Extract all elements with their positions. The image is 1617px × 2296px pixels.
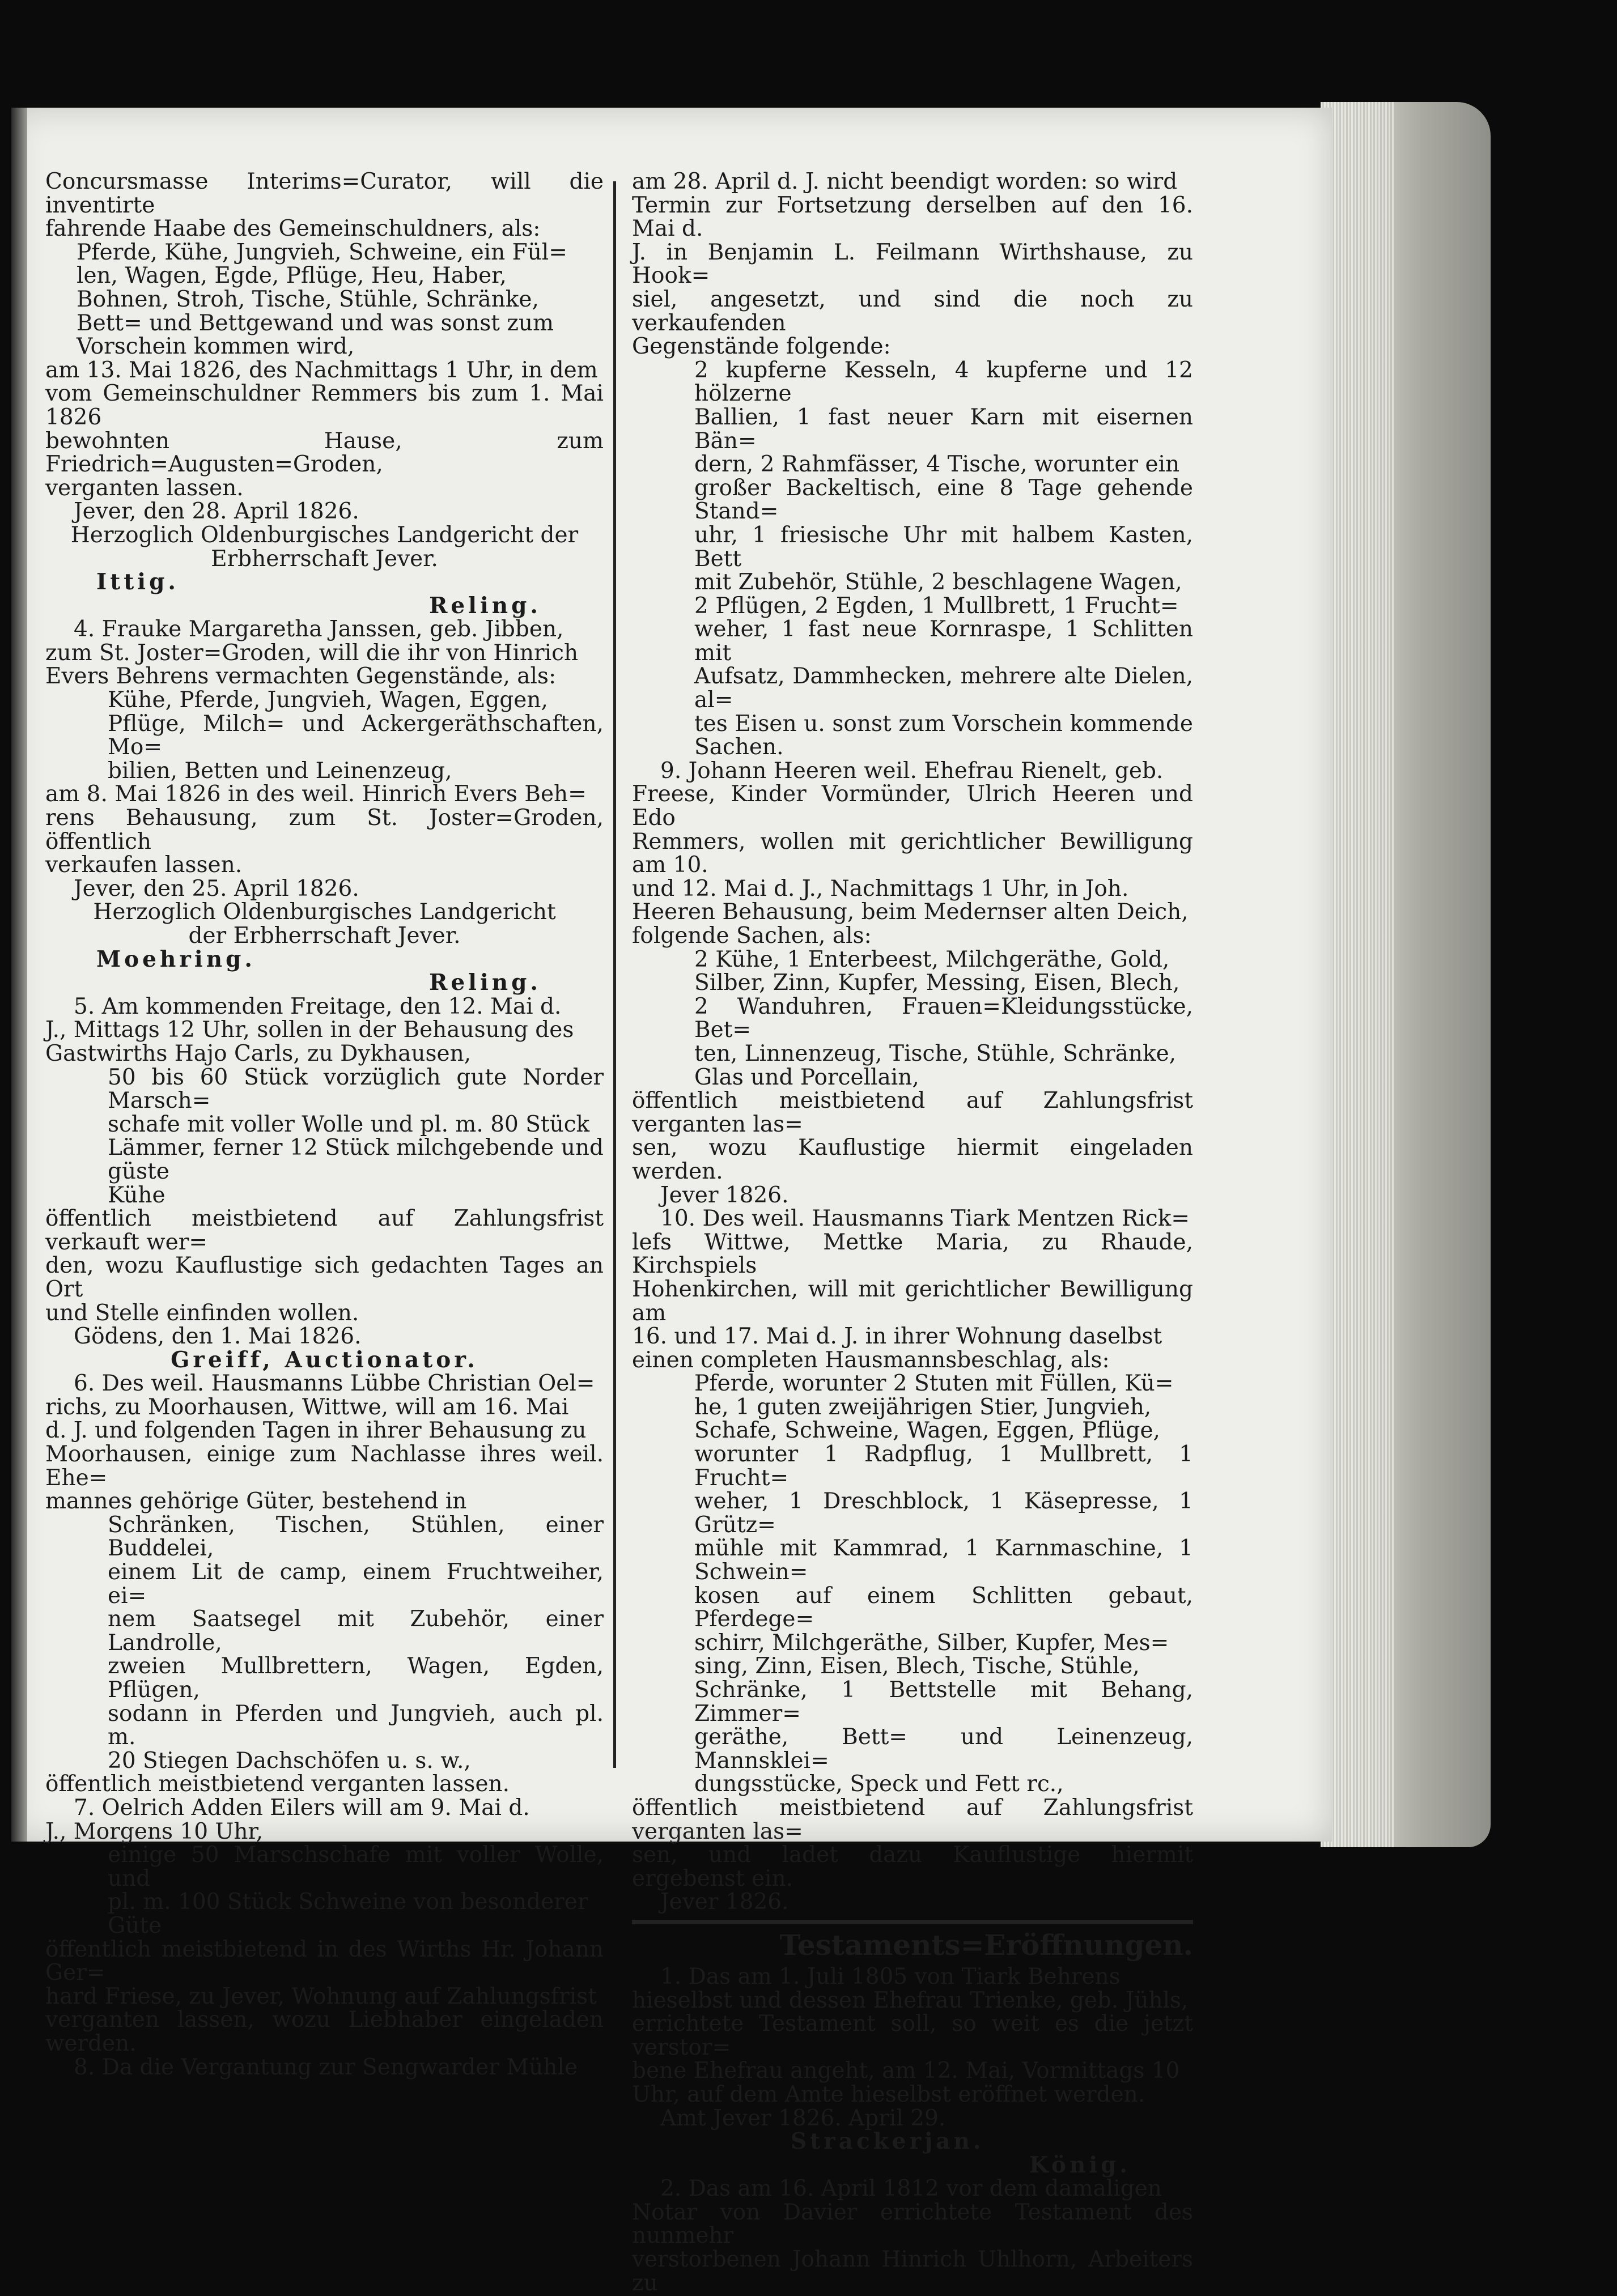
text-line: Bett= und Bettgewand und was sonst zum (77, 310, 554, 336)
text-line: einige 50 Marschschafe mit voller Wolle, und (108, 1842, 604, 1891)
text-line: Hohenkirchen, will mit gerichtlicher Bewilligung am (632, 1276, 1193, 1326)
text-line: he, 1 guten zweijährigen Stier, Jungvieh, (694, 1394, 1152, 1420)
notice-start: 6. Des weil. Hausmanns Lübbe Christian Oel= (74, 1371, 595, 1397)
text-line: Kühe (108, 1182, 165, 1208)
text-line: am 8. Mai 1826 in des weil. Hinrich Evers Beh= (45, 781, 587, 807)
text-line: weher, 1 Dreschblock, 1 Käsepresse, 1 Grütz= (694, 1489, 1193, 1538)
text-line: Remmers, wollen mit gerichtlicher Bewilligung am 10. (632, 828, 1193, 878)
dateline: Jever, den 28. April 1826. (74, 499, 359, 525)
text-line: weher, 1 fast neue Kornraspe, 1 Schlitten mit (694, 616, 1193, 666)
text-line: einen completen Hausmannsbeschlag, als: (632, 1347, 1110, 1373)
text-line: hieselbst und dessen Ehefrau Trienke, geb. Jühls, (632, 1987, 1189, 2013)
text-line: Kühe, Pferde, Jungvieh, Wagen, Eggen, (108, 687, 548, 713)
text-line: Uhr, auf dem Amte hieselbst eröffnet werden. (632, 2081, 1145, 2107)
text-line: und Stelle einfinden wollen. (45, 1300, 359, 1326)
text-line: öffentlich meistbietend auf Zahlungsfrist verkauft wer= (45, 1206, 604, 1255)
text-line: Schränke, 1 Bettstelle mit Behang, Zimmer= (694, 1677, 1193, 1727)
text-line: fahrende Haabe des Gemeinschuldners, als: (45, 216, 541, 242)
text-line: sen, und ladet dazu Kauflustige hiermit ergebenst ein. (632, 1842, 1193, 1891)
court-name: Herzoglich Oldenburgisches Landgericht (93, 899, 556, 925)
text-line: am 28. April d. J. nicht beendigt worden: so wird (632, 169, 1178, 194)
text-line: öffentlich meistbietend auf Zahlungsfrist verganten las= (632, 1088, 1193, 1137)
text-line: schirr, Milchgeräthe, Silber, Kupfer, Mes= (694, 1630, 1169, 1656)
notice-start: 5. Am kommenden Freitage, den 12. Mai d. (74, 993, 562, 1019)
dateline: Gödens, den 1. Mai 1826. (74, 1324, 362, 1350)
dateline: Jever, den 25. April 1826. (74, 875, 359, 902)
text-line: vom Gemeinschuldner Remmers bis zum 1. Mai 1826 (45, 381, 604, 430)
text-line: öffentlich meistbietend verganten lassen. (45, 1771, 510, 1797)
text-line: hard Friese, zu Jever, Wohnung auf Zahlungsfrist (45, 1983, 597, 2009)
text-line: J., Mittags 12 Uhr, sollen in der Behausung des (45, 1017, 574, 1043)
signature: Greiff, Auctionator. (171, 1346, 478, 1373)
text-line: Heeren Behausung, beim Medernser alten Deich, (632, 899, 1189, 925)
text-line: einem Lit de camp, einem Fruchtweiher, ei= (108, 1559, 604, 1609)
text-line: sing, Zinn, Eisen, Blech, Tische, Stühle, (694, 1653, 1140, 1680)
text-line: 2 kupferne Kesseln, 4 kupferne und 12 hölzerne (694, 357, 1193, 407)
text-line: schafe mit voller Wolle und pl. m. 80 Stück (108, 1111, 590, 1137)
text-line: len, Wagen, Egde, Pflüge, Heu, Haber, (77, 263, 507, 289)
text-line: verkaufen lassen. (45, 852, 243, 878)
text-line: am 13. Mai 1826, des Nachmittags 1 Uhr, in dem (45, 357, 598, 383)
text-line: Glas und Porcellain, (694, 1064, 919, 1090)
text-line: folgende Sachen, als: (632, 923, 872, 949)
notice-start: 10. Des weil. Hausmanns Tiark Mentzen Rick= (660, 1206, 1190, 1232)
text-line: dern, 2 Rahmfässer, 4 Tische, worunter ein (694, 452, 1180, 478)
dateline: Jever 1826. (660, 1182, 789, 1208)
text-line: Pferde, worunter 2 Stuten mit Füllen, Kü= (694, 1371, 1174, 1397)
text-line: Silber, Zinn, Kupfer, Messing, Eisen, Blech, (694, 970, 1180, 996)
text-line: mit Zubehör, Stühle, 2 beschlagene Wagen, (694, 569, 1182, 596)
text-line: Termin zur Fortsetzung derselben auf den 16. Mai d. (632, 192, 1193, 242)
text-line: 50 bis 60 Stück vorzüglich gute Norder Marsch= (108, 1064, 604, 1114)
text-line: zweien Mullbrettern, Wagen, Egden, Pflügen, (108, 1653, 604, 1703)
text-line: sodann in Pferden und Jungvieh, auch pl. m. (108, 1700, 604, 1750)
text-line: Schafe, Schweine, Wagen, Eggen, Pflüge, (694, 1418, 1160, 1444)
dateline: Jever 1826. (660, 1889, 789, 1915)
text-line: großer Backeltisch, eine 8 Tage gehende Stand= (694, 475, 1193, 525)
section-rule (632, 1920, 1193, 1924)
text-line: verstorbenen Johann Hinrich Uhlhorn, Arbeiters zu (632, 2247, 1193, 2296)
text-line: Pferde, Kühe, Jungvieh, Schweine, ein Fül= (77, 239, 567, 265)
section-heading: Testaments=Eröffnungen. (779, 1928, 1193, 1962)
text-line: und 12. Mai d. J., Nachmittags 1 Uhr, in Joh. (632, 875, 1129, 902)
text-line: Concursmasse Interims=Curator, will die inventirte (45, 169, 604, 218)
signature: Ittig. (96, 569, 179, 596)
text-line: Pflüge, Milch= und Ackergeräthschaften, Mo= (108, 711, 604, 760)
left-column (45, 170, 604, 2079)
text-line: richs, zu Moorhausen, Wittwe, will am 16. Mai (45, 1394, 569, 1420)
text-line: Vorschein kommen wird, (77, 334, 355, 360)
text-line: geräthe, Bett= und Leinenzeug, Mannsklei= (694, 1724, 1193, 1774)
signature: Reling. (428, 970, 541, 996)
text-line: J. in Benjamin L. Feilmann Wirthshause, zu Hook= (632, 239, 1193, 289)
text-line: Gastwirths Hajo Carls, zu Dykhausen, (45, 1040, 472, 1066)
text-line: 2 Kühe, 1 Enterbeest, Milchgeräthe, Gold, (694, 946, 1170, 972)
text-line: uhr, 1 friesische Uhr mit halbem Kasten, Bett (694, 522, 1193, 572)
text-line: zum St. Joster=Groden, will die ihr von Hinrich (45, 640, 579, 666)
court-name: Erbherrschaft Jever. (211, 546, 438, 572)
text-line: dungsstücke, Speck und Fett rc., (694, 1771, 1064, 1797)
notice-start: 7. Oelrich Adden Eilers will am 9. Mai d. (74, 1795, 530, 1821)
book-page-edges (1321, 102, 1491, 1847)
notice-start: 4. Frauke Margaretha Janssen, geb. Jibben, (74, 616, 564, 643)
text-line: Güte (108, 1912, 162, 1938)
text-line: Ballien, 1 fast neuer Karn mit eisernen Bän= (694, 404, 1193, 454)
right-column (632, 170, 1193, 2295)
text-line: sen, wozu Kauflustige hiermit eingeladen werden. (632, 1135, 1193, 1184)
text-line: worunter 1 Radpflug, 1 Mullbrett, 1 Frucht= (694, 1442, 1193, 1491)
page-gutter (11, 108, 27, 1842)
text-line: öffentlich meistbietend in des Wirths Hr. Johann Ger= (45, 1936, 604, 1986)
text-line: kosen auf einem Schlitten gebaut, Pferdege= (694, 1583, 1193, 1632)
text-line: bilien, Betten und Leinenzeug, (108, 758, 452, 784)
court-name: Herzoglich Oldenburgisches Landgericht der (70, 522, 579, 548)
text-line: mannes gehörige Güter, bestehend in (45, 1489, 467, 1515)
text-line: d. J. und folgenden Tagen in ihrer Behausung zu (45, 1418, 587, 1444)
signature: Moehring. (96, 946, 256, 972)
notice-start: 9. Johann Heeren weil. Ehefrau Rienelt, geb. (660, 758, 1164, 784)
dateline: Amt Jever 1826. April 29. (660, 2105, 946, 2131)
text-line: bewohnten Hause, zum Friedrich=Augusten=Groden, (45, 428, 604, 478)
text-line: Bohnen, Stroh, Tische, Stühle, Schränke, (77, 286, 539, 312)
text-line: Freese, Kinder Vormünder, Ulrich Heeren und Edo (632, 781, 1193, 831)
text-line: 2 Wanduhren, Frauen=Kleidungsstücke, Bet= (694, 993, 1193, 1043)
text-line: Evers Behrens vermachten Gegenstände, als: (45, 664, 557, 690)
text-line: tes Eisen u. sonst zum Vorschein kommende Sachen. (694, 711, 1193, 760)
text-line: mühle mit Kammrad, 1 Karnmaschine, 1 Schwein= (694, 1536, 1193, 1585)
text-line: J., Morgens 10 Uhr, (45, 1818, 264, 1844)
notice-start: 8. Da die Vergantung zur Sengwarder Mühle (74, 2054, 578, 2080)
text-line: 16. und 17. Mai d. J. in ihrer Wohnung daselbst (632, 1324, 1162, 1350)
text-line: den, wozu Kauflustige sich gedachten Tages an Ort (45, 1253, 604, 1302)
text-line: Aufsatz, Dammhecken, mehrere alte Dielen, al= (694, 664, 1193, 713)
column-divider (613, 181, 616, 1768)
text-line: 2 Pflügen, 2 Egden, 1 Mullbrett, 1 Frucht= (694, 593, 1179, 619)
text-line: Notar von Davier errichtete Testament des nunmehr (632, 2199, 1193, 2249)
text-line: nem Saatsegel mit Zubehör, einer Landrolle, (108, 1606, 604, 1656)
text-line: 20 Stiegen Dachschöfen u. s. w., (108, 1747, 471, 1774)
text-line: Gegenstände folgende: (632, 334, 891, 360)
notice-start: 1. Das am 1. Juli 1805 von Tiark Behrens (660, 1963, 1121, 1989)
text-line: Moorhausen, einige zum Nachlasse ihres weil. Ehe= (45, 1442, 604, 1491)
text-line: ten, Linnenzeug, Tische, Stühle, Schränke, (694, 1040, 1177, 1066)
text-line: bene Ehefrau angeht, am 12. Mai, Vormittags 10 (632, 2058, 1180, 2084)
text-line: verganten lassen, wozu Liebhaber eingeladen werden. (45, 2007, 604, 2056)
court-name: der Erbherrschaft Jever. (188, 923, 461, 949)
text-line: siel, angesetzt, und sind die noch zu verkaufenden (632, 286, 1193, 336)
text-line: errichtete Testament soll, so weit es die jetzt verstor= (632, 2011, 1193, 2060)
text-line: öffentlich meistbietend auf Zahlungsfrist verganten las= (632, 1795, 1193, 1844)
text-line: Schränken, Tischen, Stühlen, einer Buddelei, (108, 1512, 604, 1562)
signature: Strackerjan. (791, 2128, 984, 2155)
signature: Reling. (428, 592, 541, 619)
notice-start: 2. Das am 16. April 1812 vor dem damaligen (660, 2176, 1162, 2202)
text-line: lefs Wittwe, Mettke Maria, zu Rhaude, Kirchspiels (632, 1229, 1193, 1279)
text-line: rens Behausung, zum St. Joster=Groden, öffentlich (45, 805, 604, 854)
text-line: Lämmer, ferner 12 Stück milchgebende und güste (108, 1135, 604, 1184)
signature: König. (1029, 2152, 1131, 2178)
document-page (11, 108, 1332, 2296)
text-line: pl. m. 100 Stück Schweine von besonderer (108, 1889, 588, 1915)
text-line: verganten lassen. (45, 475, 244, 501)
